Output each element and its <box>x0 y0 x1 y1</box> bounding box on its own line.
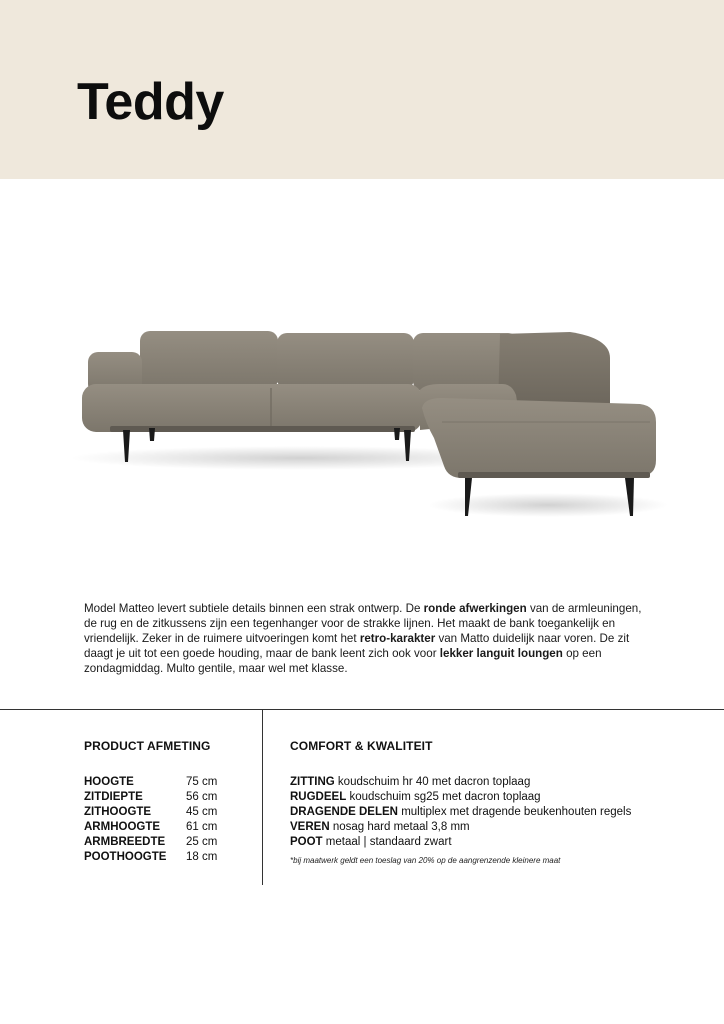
comfort-row <box>290 820 710 835</box>
comfort-value: metaal | standaard zwart <box>325 836 452 848</box>
comfort-heading: COMFORT & KWALITEIT <box>290 739 433 753</box>
comfort-label: DRAGENDE DELEN <box>290 806 398 818</box>
description-text: op een zondagmiddag. Multo gentile, maar wel met klasse. <box>84 647 602 676</box>
chaise <box>422 398 656 478</box>
dimension-value: 75 cm <box>186 776 218 788</box>
comfort-value: multiplex met dragende beukenhouten regels <box>401 806 632 818</box>
dimension-row <box>84 820 246 835</box>
section-divider-vertical <box>262 710 263 885</box>
dimension-label: ZITDIEPTE <box>84 791 143 803</box>
dimensions-table <box>84 775 246 865</box>
dimensions-heading: PRODUCT AFMETING <box>84 739 211 753</box>
dimension-row <box>84 775 246 790</box>
chaise-plinth <box>458 472 650 478</box>
comfort-label: POOT <box>290 836 323 848</box>
sofa-illustration <box>70 300 670 540</box>
dimension-label: ZITHOOGTE <box>84 806 152 818</box>
product-image <box>70 300 670 540</box>
pricing-footnote: *bij maatwerk geldt een toeslag van 20% op de aangrenzende kleinere maat <box>290 856 561 865</box>
dimension-value: 18 cm <box>186 851 218 863</box>
product-description <box>84 601 644 676</box>
comfort-row <box>290 775 710 790</box>
comfort-label: VEREN <box>290 821 330 833</box>
dimension-row <box>84 805 246 820</box>
comfort-row <box>290 835 710 850</box>
comfort-value: nosag hard metaal 3,8 mm <box>332 821 470 833</box>
description-text: van de armleuningen, de rug en de zitkussens zijn een tegenhanger voor de strakke lijnen. Het maakt de bank toegankelijk en vriendelijk. Zeker in de ruimere uitvoeringen komt het <box>84 602 642 646</box>
seat-plinth <box>110 426 415 432</box>
comfort-label: ZITTING <box>290 776 335 788</box>
back-cushion-middle <box>277 333 414 389</box>
description-highlight: lekker languit loungen <box>439 647 563 661</box>
comfort-value: koudschuim sg25 met dacron toplaag <box>349 791 541 803</box>
dimension-label: POOTHOOGTE <box>84 851 167 863</box>
description-highlight: ronde afwerkingen <box>423 602 527 615</box>
leg-back-middle <box>394 428 400 440</box>
dimension-label: HOOGTE <box>84 776 134 788</box>
description-text: Model Matteo levert subtiele details binnen een strak ontwerp. De <box>84 602 424 615</box>
section-divider-horizontal <box>0 709 724 710</box>
dimension-row <box>84 835 246 850</box>
comfort-list <box>290 775 710 850</box>
comfort-row <box>290 790 710 805</box>
page-title: Teddy <box>77 73 224 131</box>
dimension-label: ARMHOOGTE <box>84 821 161 833</box>
leg-back-left <box>149 428 155 441</box>
dimension-row <box>84 850 246 865</box>
comfort-label: RUGDEEL <box>290 791 347 803</box>
back-cushion-left <box>140 331 278 389</box>
dimension-value: 61 cm <box>186 821 218 833</box>
description-text: van Matto duidelijk naar voren. De zit daagt je uit tot een goede houding, maar de bank leent zich ook voor <box>84 632 630 661</box>
comfort-value: koudschuim hr 40 met dacron toplaag <box>337 776 531 788</box>
description-highlight: retro-karakter <box>359 632 436 646</box>
dimension-value: 45 cm <box>186 806 218 818</box>
seat-base <box>82 384 422 432</box>
dimension-value: 56 cm <box>186 791 218 803</box>
comfort-row <box>290 805 710 820</box>
dimension-label: ARMBREEDTE <box>84 836 166 848</box>
dimension-row <box>84 790 246 805</box>
dimension-value: 25 cm <box>186 836 218 848</box>
